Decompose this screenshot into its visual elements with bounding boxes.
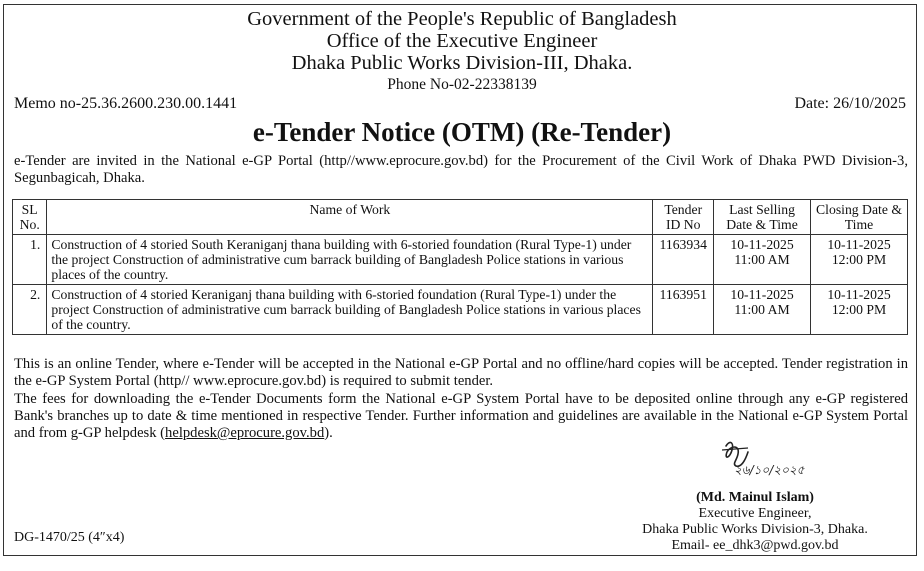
header-division: Dhaka Public Works Division-III, Dhaka. — [291, 52, 633, 74]
row-sl: 1. — [13, 235, 47, 285]
selling-date: 10-11-2025 — [730, 287, 794, 302]
closing-date: 10-11-2025 — [827, 237, 891, 252]
helpdesk-email-link[interactable]: helpdesk@eprocure.gov.bd — [165, 425, 325, 441]
closing-time: 12:00 PM — [831, 302, 887, 317]
fees-text: The fees for downloading the e-Tender Documents form the National e-GP System Portal have to be deposited online through any e-GP registered Bank's branches up to date & time mentioned in respective Tender. Further information and guidelines are available in the National e-GP System Portal and from g-GP helpdesk ( — [14, 391, 908, 441]
intro-paragraph: e-Tender are invited in the National e-GP Portal (http//www.eprocure.gov.bd) for the Procurement of the Civil Work of Dhaka PWD Division-3, Segunbagicah, Dhaka. — [14, 153, 908, 186]
header-closing: Closing Date & Time — [811, 200, 908, 235]
row-tender-id: 1163951 — [653, 285, 714, 335]
closing-date: 10-11-2025 — [827, 287, 891, 302]
row-name-of-work: Construction of 4 storied South Keraniganj thana building with 6-storied foundation (Rural Type-1) under the project Construction of administrative cum barrack building of Bangladesh Police stations in various places of the country. — [47, 235, 653, 285]
header-office: Office of the Executive Engineer — [326, 30, 598, 52]
signatory-name: (Md. Mainul Islam) — [696, 490, 814, 505]
table-row — [13, 235, 908, 285]
row-closing — [811, 285, 908, 335]
row-last-selling — [714, 285, 811, 335]
signatory-email: Email- ee_dhk3@pwd.gov.bd — [671, 538, 839, 553]
dg-reference: DG-1470/25 (4″x4) — [14, 530, 125, 545]
header-phone: Phone No-02-22338139 — [387, 76, 537, 93]
signatory-designation: Executive Engineer, — [698, 506, 812, 521]
memo-number: Memo no-25.36.2600.230.00.1441 — [14, 95, 238, 112]
fees-paragraph — [14, 391, 908, 442]
header-tender-id: Tender ID No — [653, 200, 714, 235]
header-name-of-work: Name of Work — [47, 200, 653, 235]
notice-date: Date: 26/10/2025 — [794, 95, 906, 112]
table-row — [13, 285, 908, 335]
table-header-row — [13, 200, 908, 235]
selling-time: 11:00 AM — [734, 302, 790, 317]
tender-table — [12, 199, 908, 335]
signatory-office: Dhaka Public Works Division-3, Dhaka. — [642, 522, 868, 537]
signature-date: ২৬/১০/২০২৫ — [734, 463, 805, 477]
header-sl: SL No. — [13, 200, 47, 235]
row-sl: 2. — [13, 285, 47, 335]
row-name-of-work: Construction of 4 storied Keraniganj thana building with 6-storied foundation (Rural Type-1) under the project Construction of administrative cum barrack building of Bangladesh Police stations in various places of the country. — [47, 285, 653, 335]
row-closing — [811, 235, 908, 285]
header-last-selling: Last Selling Date & Time — [714, 200, 811, 235]
header-government: Government of the People's Republic of Bangladesh — [247, 8, 677, 30]
signature-handwriting — [718, 438, 838, 484]
selling-time: 11:00 AM — [734, 252, 790, 267]
selling-date: 10-11-2025 — [730, 237, 794, 252]
row-tender-id: 1163934 — [653, 235, 714, 285]
notice-title: e-Tender Notice (OTM) (Re-Tender) — [252, 117, 672, 147]
closing-time: 12:00 PM — [831, 252, 887, 267]
fees-text-end: ). — [324, 425, 333, 441]
online-tender-paragraph: This is an online Tender, where e-Tender will be accepted in the National e-GP Portal and no offline/hard copies will be accepted. Tender registration in the e-GP System Portal (http// www.eprocure.gov.bd) is required to submit tender. — [14, 356, 908, 389]
row-last-selling — [714, 235, 811, 285]
